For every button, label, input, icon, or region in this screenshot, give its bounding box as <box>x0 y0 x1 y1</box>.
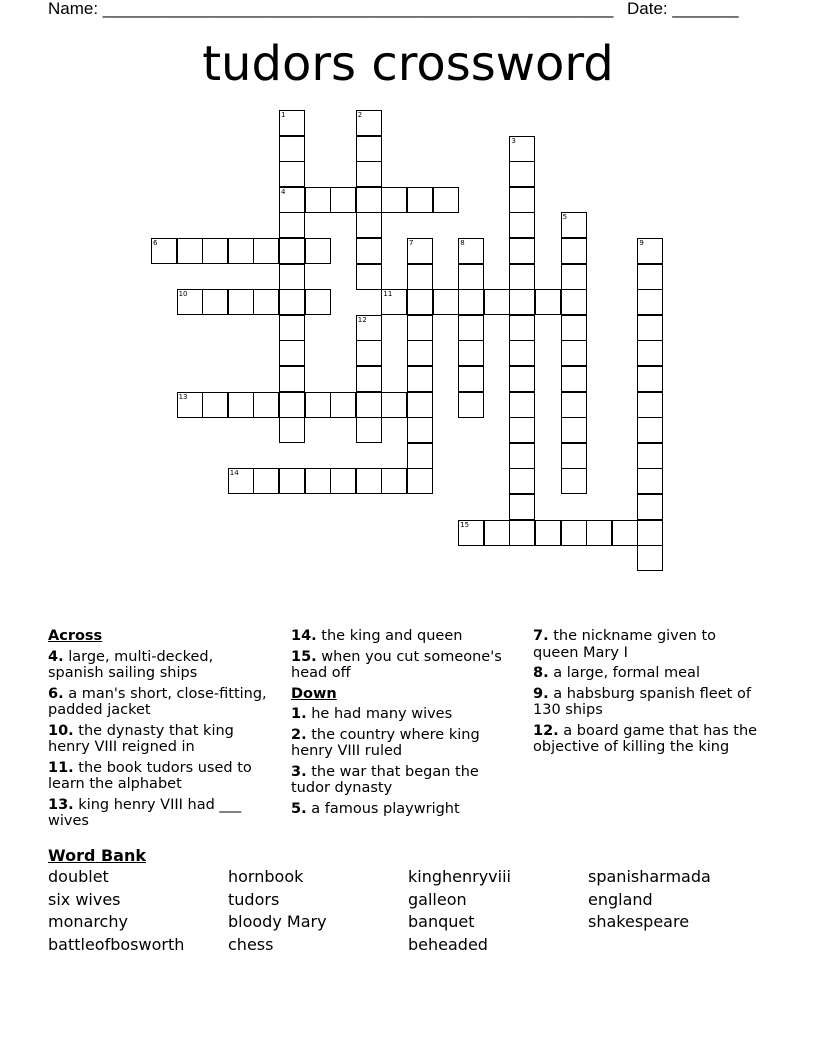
clue-text: the dynasty that king henry VIII reigned in <box>48 722 234 755</box>
grid-cell[interactable] <box>458 289 484 315</box>
grid-cell[interactable] <box>305 468 331 494</box>
grid-cell[interactable] <box>228 468 254 494</box>
clue-number: 10. <box>48 722 74 739</box>
clue-item <box>291 764 513 797</box>
grid-cell[interactable] <box>561 417 587 443</box>
grid-cell[interactable] <box>356 212 382 238</box>
grid-cell[interactable] <box>637 264 663 290</box>
clue-item <box>533 665 765 682</box>
grid-cell[interactable] <box>458 315 484 341</box>
grid-cell[interactable] <box>253 238 279 264</box>
word-bank-word: kinghenryviii <box>408 867 511 886</box>
grid-cell[interactable] <box>407 315 433 341</box>
grid-cell[interactable] <box>279 392 305 418</box>
date-field[interactable]: Date: _______ <box>627 0 739 18</box>
grid-cell[interactable] <box>509 340 535 366</box>
cell-number: 15 <box>460 520 470 529</box>
clue-text: the king and queen <box>316 628 463 644</box>
grid-cell[interactable] <box>509 443 535 469</box>
grid-cell[interactable] <box>509 392 535 418</box>
cell-number: 5 <box>562 213 568 222</box>
grid-cell[interactable] <box>561 238 587 264</box>
grid-cell[interactable] <box>279 238 305 264</box>
grid-cell[interactable] <box>356 161 382 187</box>
clue-item <box>533 686 765 719</box>
grid-cell[interactable] <box>279 136 305 162</box>
grid-cell[interactable] <box>509 161 535 187</box>
clue-number: 9. <box>533 685 549 702</box>
clue-text: when you cut someone's head off <box>291 648 502 681</box>
clue-text: the war that began the tudor dynasty <box>291 763 479 796</box>
grid-cell[interactable] <box>509 366 535 392</box>
grid-cell[interactable] <box>228 289 254 315</box>
name-field[interactable]: Name: ______________________________________________________ <box>48 0 614 18</box>
grid-cell[interactable] <box>356 417 382 443</box>
grid-cell[interactable] <box>279 289 305 315</box>
grid-cell[interactable] <box>637 392 663 418</box>
grid-cell[interactable] <box>305 187 331 213</box>
clue-text: the book tudors used to learn the alphabet <box>48 759 252 792</box>
word-bank-word: england <box>588 889 653 909</box>
word-bank-title: Word Bank <box>48 846 147 865</box>
clue-text: the nickname given to queen Mary I <box>533 628 717 661</box>
cell-number: 7 <box>409 239 414 247</box>
grid-cell[interactable] <box>612 520 638 546</box>
grid-cell[interactable] <box>458 520 484 546</box>
clue-item <box>291 649 513 682</box>
grid-cell[interactable] <box>407 468 433 494</box>
grid-cell[interactable] <box>637 468 663 494</box>
grid-cell[interactable] <box>407 238 433 264</box>
clue-item <box>291 628 513 645</box>
clue-item <box>291 727 513 760</box>
grid-cell[interactable] <box>407 340 433 366</box>
cell-number: 13 <box>178 392 188 401</box>
grid-cell[interactable] <box>561 340 587 366</box>
grid-cell[interactable] <box>356 238 382 264</box>
grid-cell[interactable] <box>330 468 356 494</box>
grid-cell[interactable] <box>509 315 535 341</box>
cell-number: 3 <box>511 136 516 145</box>
cell-number: 2 <box>357 111 363 119</box>
grid-cell[interactable] <box>561 212 587 238</box>
grid-cell[interactable] <box>561 264 587 290</box>
grid-cell[interactable] <box>279 110 305 136</box>
grid-cell[interactable] <box>637 443 663 469</box>
word-bank-word: doublet <box>48 867 109 886</box>
grid-cell[interactable] <box>561 289 587 315</box>
grid-cell[interactable] <box>458 340 484 366</box>
clue-number: 8. <box>533 665 549 681</box>
grid-cell[interactable] <box>458 238 484 264</box>
word-bank-word: hornbook <box>228 867 304 886</box>
clue-number: 13. <box>48 796 74 813</box>
grid-cell[interactable] <box>356 392 382 418</box>
grid-cell[interactable] <box>279 187 305 213</box>
clues-column-2 <box>291 628 513 821</box>
grid-cell[interactable] <box>407 366 433 392</box>
grid-cell[interactable] <box>535 520 561 546</box>
grid-cell[interactable] <box>637 545 663 571</box>
grid-cell[interactable] <box>509 417 535 443</box>
clue-number: 1. <box>291 706 307 722</box>
grid-cell[interactable] <box>356 136 382 162</box>
down-heading: Down <box>291 685 337 702</box>
grid-cell[interactable] <box>305 289 331 315</box>
grid-cell[interactable] <box>177 238 203 264</box>
clue-item <box>533 628 765 661</box>
grid-cell[interactable] <box>458 264 484 290</box>
grid-cell[interactable] <box>330 392 356 418</box>
grid-cell[interactable] <box>279 366 305 392</box>
grid-cell[interactable] <box>279 161 305 187</box>
grid-cell[interactable] <box>407 417 433 443</box>
clue-text: a large, formal meal <box>548 665 700 681</box>
grid-cell[interactable] <box>356 187 382 213</box>
clue-number: 11. <box>48 759 74 776</box>
grid-cell[interactable] <box>586 520 612 546</box>
grid-cell[interactable] <box>305 238 331 264</box>
grid-cell[interactable] <box>509 468 535 494</box>
clue-number: 6. <box>48 685 64 702</box>
clue-text: the country where king henry VIII ruled <box>291 726 480 759</box>
grid-cell[interactable] <box>279 212 305 238</box>
grid-cell[interactable] <box>279 417 305 443</box>
grid-cell[interactable] <box>356 468 382 494</box>
grid-cell[interactable] <box>561 443 587 469</box>
grid-cell[interactable] <box>433 187 459 213</box>
grid-cell[interactable] <box>509 264 535 290</box>
clue-number: 5. <box>291 800 307 817</box>
grid-cell[interactable] <box>509 212 535 238</box>
clue-text: large, multi-decked, spanish sailing ships <box>48 648 214 681</box>
grid-cell[interactable] <box>356 340 382 366</box>
clues-column-3 <box>533 628 765 760</box>
clue-text: a famous playwright <box>306 800 460 817</box>
grid-cell[interactable] <box>356 264 382 290</box>
grid-cell[interactable] <box>177 392 203 418</box>
word-bank-word: monarchy <box>48 912 128 932</box>
grid-cell[interactable] <box>433 289 459 315</box>
grid-cell[interactable] <box>407 289 433 315</box>
cell-number: 12 <box>357 315 367 324</box>
clues-column-1 <box>48 628 270 834</box>
grid-cell[interactable] <box>637 520 663 546</box>
grid-cell[interactable] <box>151 238 177 264</box>
cell-number: 6 <box>153 239 158 247</box>
grid-cell[interactable] <box>381 468 407 494</box>
word-bank-word: shakespeare <box>588 912 690 932</box>
word-bank-word: six wives <box>48 889 121 909</box>
grid-cell[interactable] <box>202 238 228 264</box>
grid-cell[interactable] <box>509 520 535 546</box>
grid-cell[interactable] <box>202 392 228 418</box>
cell-number: 9 <box>639 239 644 247</box>
grid-cell[interactable] <box>253 468 279 494</box>
grid-cell[interactable] <box>561 315 587 341</box>
clue-number: 3. <box>291 763 307 780</box>
cell-number: 11 <box>383 290 393 299</box>
cell-number: 10 <box>178 290 188 299</box>
clue-number: 4. <box>48 648 64 665</box>
word-bank-word: spanisharmada <box>588 867 711 886</box>
grid-cell[interactable] <box>637 238 663 264</box>
grid-cell[interactable] <box>509 187 535 213</box>
across-heading: Across <box>48 628 103 644</box>
clue-text: a habsburg spanish fleet of 130 ships <box>533 685 751 718</box>
grid-cell[interactable] <box>509 136 535 162</box>
word-bank-word: galleon <box>408 889 467 909</box>
clue-item <box>533 723 765 756</box>
grid-cell[interactable] <box>509 289 535 315</box>
grid-cell[interactable] <box>177 289 203 315</box>
grid-cell[interactable] <box>637 494 663 520</box>
grid-cell[interactable] <box>535 289 561 315</box>
grid-cell[interactable] <box>407 392 433 418</box>
grid-cell[interactable] <box>407 187 433 213</box>
grid-cell[interactable] <box>484 289 510 315</box>
grid-cell[interactable] <box>279 340 305 366</box>
word-bank <box>48 846 768 956</box>
clue-number: 7. <box>533 628 549 644</box>
grid-cell[interactable] <box>279 264 305 290</box>
cell-number: 1 <box>281 111 286 119</box>
grid-cell[interactable] <box>637 366 663 392</box>
clue-text: a board game that has the objective of killing the king <box>533 722 758 755</box>
word-bank-word: bloody Mary <box>228 912 327 932</box>
cell-number: 8 <box>460 239 465 247</box>
grid-cell[interactable] <box>305 392 331 418</box>
cell-number: 14 <box>229 469 239 478</box>
grid-cell[interactable] <box>637 289 663 315</box>
word-bank-word: beheaded <box>408 934 488 954</box>
grid-cell[interactable] <box>253 392 279 418</box>
grid-cell[interactable] <box>407 443 433 469</box>
grid-cell[interactable] <box>228 392 254 418</box>
clue-text: a man's short, close-fitting, padded jacket <box>48 685 267 718</box>
word-bank-word: tudors <box>228 889 280 909</box>
grid-cell[interactable] <box>356 366 382 392</box>
page-title: tudors crossword <box>202 36 614 92</box>
clue-item <box>48 686 270 719</box>
grid-cell[interactable] <box>509 238 535 264</box>
cell-number: 4 <box>281 187 286 196</box>
grid-cell[interactable] <box>484 520 510 546</box>
grid-cell[interactable] <box>228 238 254 264</box>
clue-item <box>48 797 270 830</box>
clue-number: 14. <box>291 628 317 644</box>
clue-text: he had many wives <box>306 706 453 722</box>
grid-cell[interactable] <box>509 494 535 520</box>
grid-cell[interactable] <box>202 289 228 315</box>
clue-item <box>291 801 513 818</box>
word-bank-word: banquet <box>408 912 475 932</box>
clue-item <box>48 723 270 756</box>
grid-cell[interactable] <box>561 520 587 546</box>
clue-number: 12. <box>533 722 559 739</box>
clue-number: 2. <box>291 726 307 743</box>
grid-cell[interactable] <box>279 468 305 494</box>
clue-number: 15. <box>291 648 317 665</box>
grid-cell[interactable] <box>253 289 279 315</box>
grid-cell[interactable] <box>458 366 484 392</box>
clue-item <box>48 760 270 793</box>
grid-cell[interactable] <box>407 264 433 290</box>
grid-cell[interactable] <box>561 468 587 494</box>
clue-item <box>291 706 513 723</box>
grid-cell[interactable] <box>356 315 382 341</box>
grid-cell[interactable] <box>561 366 587 392</box>
grid-cell[interactable] <box>561 392 587 418</box>
grid-cell[interactable] <box>637 417 663 443</box>
word-bank-word: chess <box>228 934 274 954</box>
grid-cell[interactable] <box>381 392 407 418</box>
clue-text: king henry VIII had ___ wives <box>48 796 242 829</box>
grid-cell[interactable] <box>458 392 484 418</box>
grid-cell[interactable] <box>381 289 407 315</box>
grid-cell[interactable] <box>330 187 356 213</box>
grid-cell[interactable] <box>637 340 663 366</box>
clue-item <box>48 649 270 682</box>
word-bank-word: battleofbosworth <box>48 934 185 954</box>
grid-cell[interactable] <box>356 110 382 136</box>
grid-cell[interactable] <box>279 315 305 341</box>
grid-cell[interactable] <box>637 315 663 341</box>
grid-cell[interactable] <box>381 187 407 213</box>
